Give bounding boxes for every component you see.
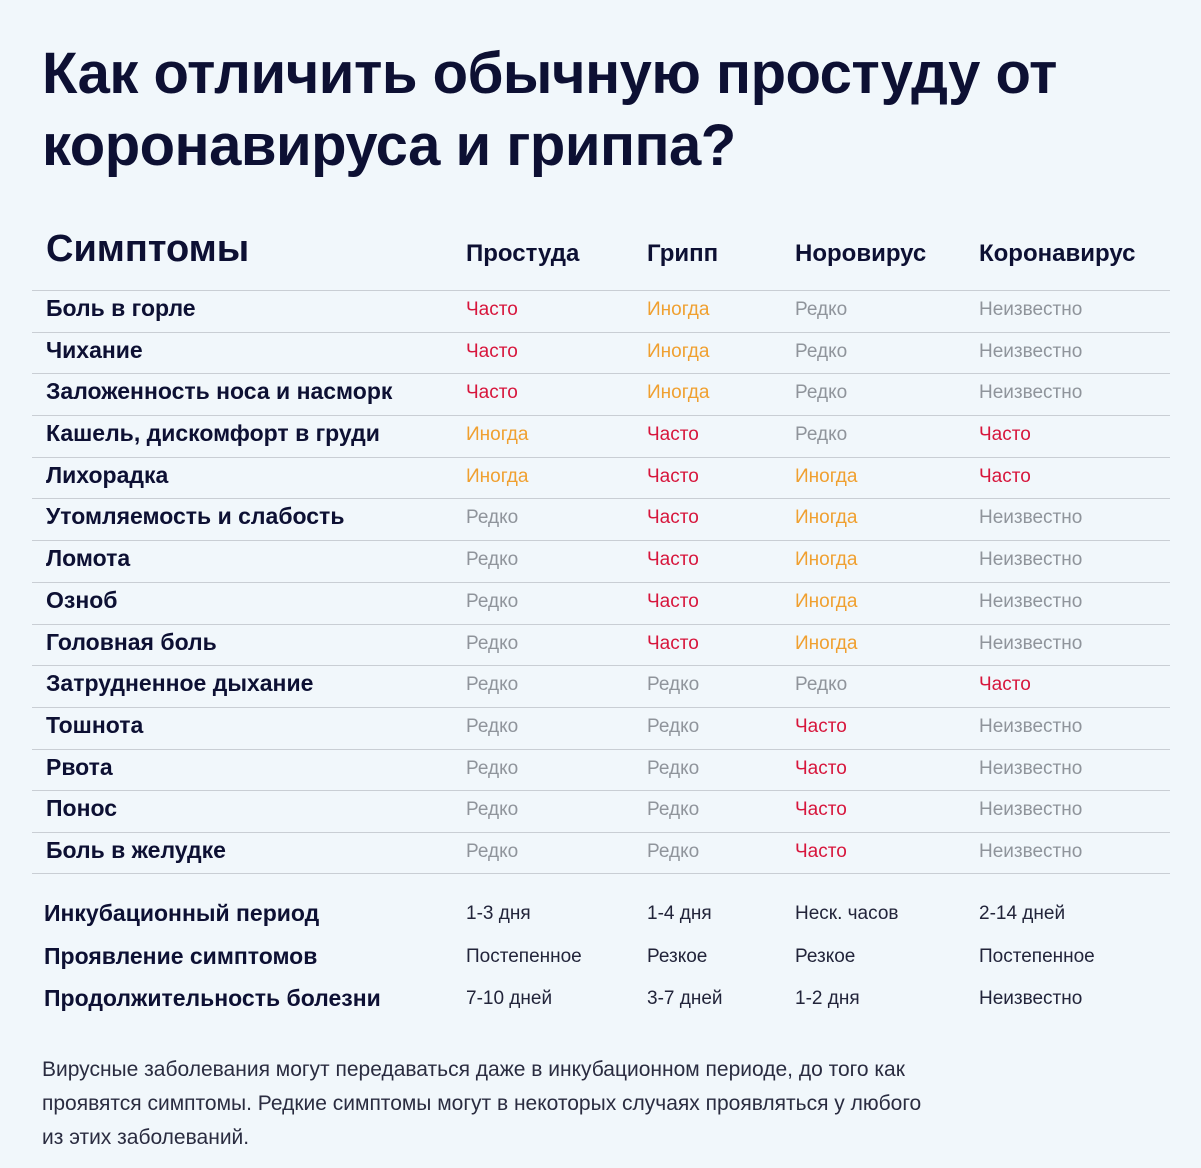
table-row — [0, 707, 1201, 749]
symptom-label: Ломота — [46, 545, 131, 572]
symptom-label: Головная боль — [46, 628, 217, 655]
frequency-cell: Иногда — [795, 507, 858, 529]
frequency-cell: Часто — [979, 674, 1031, 696]
frequency-cell: Редко — [466, 799, 519, 821]
symptom-label: Затрудненное дыхание — [46, 670, 314, 697]
frequency-cell: Часто — [466, 299, 518, 320]
frequency-cell: Часто — [466, 382, 518, 404]
frequency-cell: Неизвестно — [979, 715, 1083, 737]
table-row — [0, 498, 1201, 540]
table-row — [0, 415, 1201, 457]
frequency-cell: Иногда — [647, 382, 710, 404]
frequency-cell: Неизвестно — [979, 549, 1083, 571]
table-row — [0, 540, 1201, 582]
frequency-cell: Неизвестно — [979, 799, 1083, 821]
table-row — [0, 582, 1201, 624]
fact-row — [0, 980, 1201, 1023]
fact-value: Резкое — [795, 945, 856, 967]
frequency-cell: Редко — [647, 757, 700, 779]
table-row — [0, 749, 1201, 791]
symptom-label: Рвота — [46, 753, 113, 780]
frequency-cell: Редко — [795, 674, 848, 696]
symptom-label: Чихание — [46, 336, 143, 363]
frequency-cell: Неизвестно — [979, 840, 1083, 862]
frequency-cell: Редко — [647, 799, 700, 821]
fact-value: Резкое — [647, 945, 708, 967]
symptom-label: Боль в желудке — [46, 836, 226, 863]
fact-row — [0, 938, 1201, 981]
frequency-cell: Редко — [795, 340, 848, 362]
frequency-cell: Иногда — [466, 465, 529, 487]
page-title: Как отличить обычную простуду от коронавируса и гриппа? — [42, 41, 1057, 178]
fact-label: Продолжительность болезни — [44, 985, 381, 1011]
frequency-cell: Иногда — [795, 549, 858, 571]
frequency-cell: Часто — [795, 715, 847, 737]
table-row — [0, 832, 1201, 874]
fact-value: Постепенное — [979, 945, 1095, 967]
table-row — [0, 665, 1201, 707]
frequency-cell: Часто — [979, 465, 1031, 487]
fact-value: Неизвестно — [979, 988, 1083, 1009]
column-header-flu: Грипп — [647, 240, 719, 267]
frequency-cell: Часто — [647, 465, 699, 487]
frequency-cell: Редко — [647, 674, 700, 696]
fact-label: Инкубационный период — [44, 900, 320, 926]
frequency-cell: Иногда — [795, 590, 858, 612]
frequency-cell: Часто — [647, 590, 699, 612]
frequency-cell: Редко — [647, 715, 700, 737]
table-row — [0, 457, 1201, 499]
frequency-cell: Иногда — [647, 299, 710, 320]
frequency-cell: Неизвестно — [979, 590, 1083, 612]
frequency-cell: Редко — [466, 757, 519, 779]
table-row — [0, 790, 1201, 832]
symptom-label: Кашель, дискомфорт в груди — [46, 420, 380, 447]
frequency-cell: Редко — [647, 840, 700, 862]
symptom-label: Озноб — [46, 586, 118, 613]
frequency-cell: Редко — [795, 299, 848, 320]
table-header — [0, 220, 1201, 290]
frequency-cell: Часто — [795, 757, 847, 779]
frequency-cell: Неизвестно — [979, 632, 1083, 654]
disease-facts-table — [0, 895, 1201, 1023]
footnote: Вирусные заболевания могут передаваться даже в инкубационном периоде, до того как проявятся симптомы. Редкие симптомы могут в некоторых случаях проявляться у любого из этих заболеваний. — [42, 1058, 922, 1149]
frequency-cell: Часто — [647, 507, 699, 529]
table-row — [0, 332, 1201, 374]
frequency-cell: Редко — [466, 590, 519, 612]
table-row — [0, 290, 1201, 332]
fact-value: 7-10 дней — [466, 988, 553, 1009]
frequency-cell: Редко — [466, 674, 519, 696]
fact-value: 1-3 дня — [466, 903, 531, 924]
fact-label: Проявление симптомов — [44, 942, 318, 969]
frequency-cell: Часто — [795, 840, 847, 862]
table-row — [0, 373, 1201, 415]
frequency-cell: Редко — [466, 840, 519, 862]
symptom-label: Тошнота — [46, 711, 144, 738]
fact-value: 1-2 дня — [795, 988, 860, 1009]
frequency-cell: Редко — [466, 715, 519, 737]
frequency-cell: Часто — [795, 799, 847, 821]
column-header-norovirus: Норовирус — [795, 240, 927, 267]
symptom-label: Лихорадка — [46, 461, 169, 488]
table-row — [0, 624, 1201, 666]
frequency-cell: Редко — [466, 632, 519, 654]
frequency-cell: Редко — [466, 507, 519, 529]
frequency-cell: Иногда — [647, 340, 710, 362]
frequency-cell: Иногда — [795, 632, 858, 654]
fact-value: Постепенное — [466, 945, 582, 967]
fact-value: Неск. часов — [795, 903, 899, 924]
symptom-label: Понос — [46, 795, 118, 822]
frequency-cell: Часто — [466, 340, 518, 362]
fact-value: 1-4 дня — [647, 903, 712, 924]
frequency-cell: Неизвестно — [979, 299, 1083, 320]
symptom-label: Заложенность носа и насморк — [46, 378, 393, 405]
fact-row — [0, 895, 1201, 938]
fact-value: 2-14 дней — [979, 903, 1066, 924]
symptoms-column-title: Симптомы — [46, 228, 250, 270]
column-header-cold: Простуда — [466, 240, 580, 267]
frequency-cell: Редко — [795, 424, 848, 446]
frequency-cell: Редко — [466, 549, 519, 571]
frequency-cell: Часто — [647, 632, 699, 654]
column-header-coronavirus: Коронавирус — [979, 240, 1136, 267]
frequency-cell: Редко — [795, 382, 848, 404]
frequency-cell: Неизвестно — [979, 340, 1083, 362]
frequency-cell: Иногда — [466, 424, 529, 446]
frequency-cell: Неизвестно — [979, 507, 1083, 529]
frequency-cell: Часто — [647, 424, 699, 446]
symptoms-table — [0, 290, 1201, 874]
frequency-cell: Часто — [979, 424, 1031, 446]
fact-value: 3-7 дней — [647, 988, 723, 1009]
frequency-cell: Неизвестно — [979, 382, 1083, 404]
symptom-label: Боль в горле — [46, 295, 196, 321]
frequency-cell: Неизвестно — [979, 757, 1083, 779]
frequency-cell: Часто — [647, 549, 699, 571]
frequency-cell: Иногда — [795, 465, 858, 487]
symptom-label: Утомляемость и слабость — [46, 503, 345, 530]
